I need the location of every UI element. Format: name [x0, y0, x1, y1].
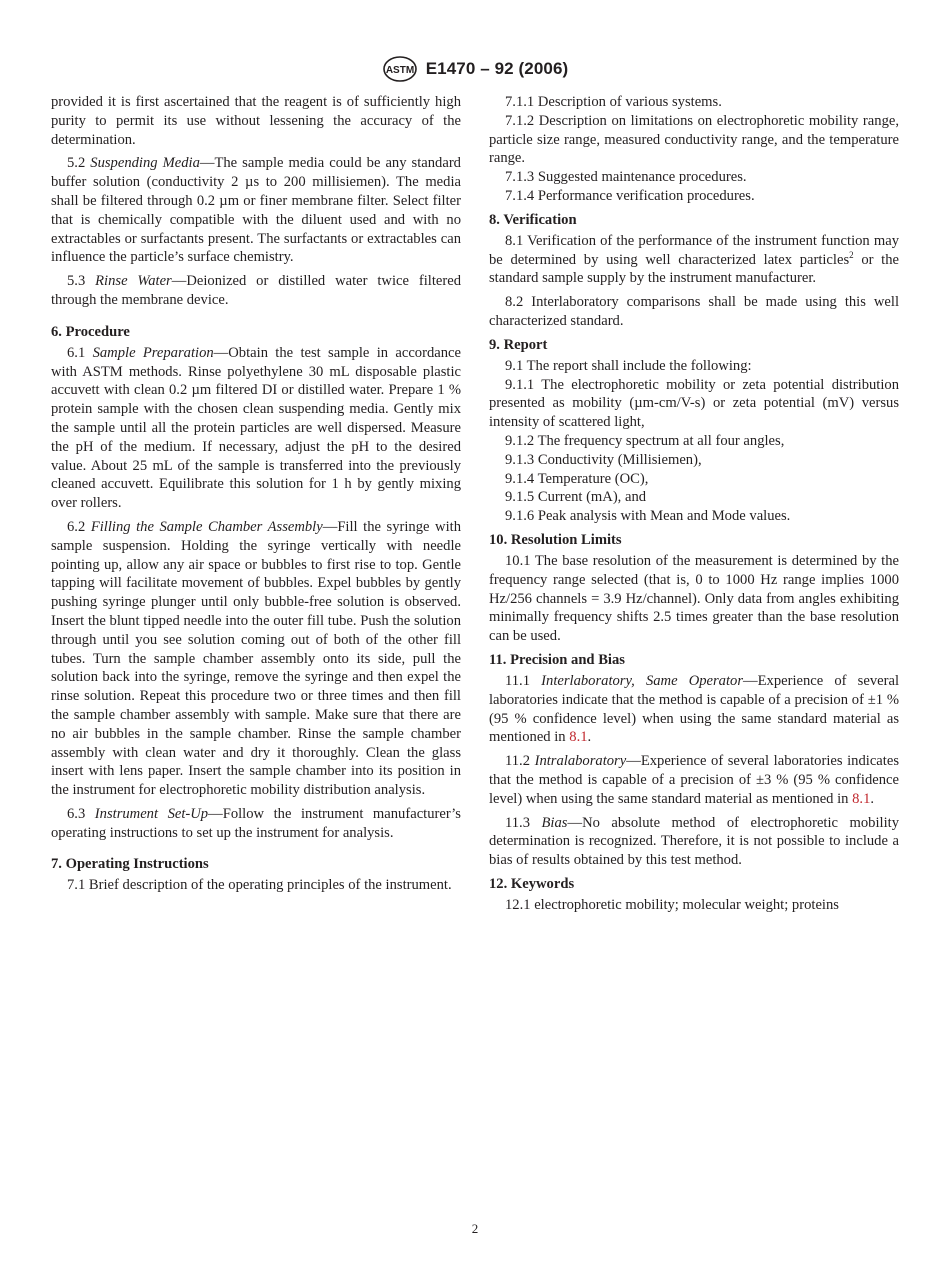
- section-title: Rinse Water: [95, 273, 172, 290]
- left-column: [51, 93, 461, 900]
- section-title: Bias: [541, 814, 568, 831]
- page-number: 2: [471, 1221, 479, 1236]
- paragraph-7-1-4: 7.1.4 Performance verification procedures.: [505, 187, 755, 204]
- section-text: —Experience of several laboratories indicate that the method is capable of a precision of ±1 % (95 % confidence level) when using the same standard material as mentioned in: [489, 672, 900, 746]
- paragraph-6-3: [51, 805, 461, 843]
- paragraph-11-1: [489, 672, 899, 747]
- section-title: Interlaboratory, Same Operator: [541, 672, 744, 689]
- section-title: Filling the Sample Chamber Assembly: [90, 518, 323, 535]
- paragraph-continuation: provided it is first ascertained that the reagent is of sufficiently high purity to permit its use without lessening the accuracy of the determination.: [51, 94, 461, 148]
- paragraph-9-1-1: 9.1.1 The electrophoretic mobility or zeta potential distribution presented as mobility (µm-cm/V-s) or zeta potential (mV) versus intensity of scattered light,: [489, 376, 899, 431]
- section-text: —Fill the syringe with sample suspension. Holding the syringe vertically with needle pointing up, allow any air space or bubbles to first rise to top. Gentle tapping will facilitate movement of bubbles. Expel bubbles by gently pushing syringe plunger until only bubble-free solution is observed. Insert the blunt tipped needle into the outer fill tube. Push the solution through until you see solution coming out of both of the other fill tubes. Turn the sample chamber assembly onto its side, pull the solution back into the syringe, remove the syringe and then expel the rinse solution. Repeat this procedure two or three times and then fill the sample chamber assembly with sample. Make sure that there are no air bubbles in the sample chamber. Rinse the sample chamber assembly with clean water and dry it thoroughly. Clean the glass insert with lens paper. Insert the sample chamber into its position in the instrument for electrophoretic mobility distribution analysis.: [51, 518, 461, 799]
- paragraph-6-1: [51, 344, 461, 513]
- section-text-end: .: [870, 790, 875, 807]
- paragraph-9-1: 9.1 The report shall include the following:: [505, 357, 752, 374]
- paragraph-9-1-2: 9.1.2 The frequency spectrum at all four angles,: [505, 432, 785, 449]
- paragraph-8-1: [489, 232, 899, 288]
- section-number: 11.1: [505, 672, 530, 689]
- section-number: 6.3: [67, 805, 86, 822]
- paragraph-7-1-1: 7.1.1 Description of various systems.: [505, 94, 722, 110]
- section-title: Suspending Media: [90, 155, 200, 172]
- heading-precision-and-bias: 11. Precision and Bias: [489, 651, 625, 668]
- paragraph-5-2: [51, 154, 461, 267]
- heading-procedure: 6. Procedure: [51, 323, 130, 340]
- section-text-end: .: [587, 729, 592, 746]
- right-column: [489, 93, 899, 920]
- page-header: [0, 54, 950, 84]
- cross-reference-link[interactable]: 8.1: [569, 729, 588, 746]
- astm-logo-icon: [382, 55, 418, 83]
- paragraph-6-2: [51, 518, 461, 800]
- document-designation: E1470 – 92 (2006): [425, 59, 569, 78]
- section-number: 5.3: [67, 273, 86, 290]
- paragraph-7-1: 7.1 Brief description of the operating principles of the instrument.: [67, 877, 452, 894]
- paragraph-7-1-2: 7.1.2 Description on limitations on electrophoretic mobility range, particle size range, measured conductivity range, and the temperature range.: [489, 112, 899, 167]
- paragraph-9-1-4: 9.1.4 Temperature (OC),: [505, 470, 649, 487]
- section-text: —The sample media could be any standard buffer solution (conductivity 2 µs to 200 millisiemen). The media shall be filtered through 0.2 µm or finer membrane filter. Select filter that is chemically compatible with the diluent used and with no extractables or surfactants present. The surfactants or extractables can influence the particle’s surface chemistry.: [51, 155, 461, 266]
- section-text: —Deionized or distilled water twice filtered through the membrane device.: [51, 273, 461, 308]
- section-number: 6.1: [67, 344, 86, 361]
- heading-report: 9. Report: [489, 336, 548, 353]
- section-text: —No absolute method of electrophoretic mobility determination is recognized. Therefore, it is not possible to include a bias of results obtained by this test method.: [489, 814, 899, 869]
- footnote-ref: 2: [849, 249, 854, 260]
- logo-text: ASTM: [385, 65, 414, 76]
- section-number: 11.2: [505, 753, 530, 770]
- heading-resolution-limits: 10. Resolution Limits: [489, 531, 622, 548]
- paragraph-9-1-5: 9.1.5 Current (mA), and: [505, 489, 647, 506]
- section-number: 5.2: [67, 155, 86, 172]
- heading-operating-instructions: 7. Operating Instructions: [51, 856, 209, 873]
- paragraph-7-1-3: 7.1.3 Suggested maintenance procedures.: [505, 169, 747, 186]
- section-title: Sample Preparation: [92, 344, 214, 361]
- cross-reference-link[interactable]: 8.1: [852, 790, 871, 807]
- section-text: —Experience of several laboratories indicates that the method is capable of a precision of ±3 % (95 % confidence level) when using the same standard material as mentioned in: [489, 753, 899, 807]
- section-title: Instrument Set-Up: [94, 805, 209, 822]
- section-text: —Obtain the test sample in accordance with ASTM methods. Rinse polyethylene 30 mL disposable plastic accuvett with clean 0.2 µm filtered DI or distilled water. Prepare 1 % protein sample with the chosen clean suspending media. Gently mix the sample until all the protein particles are well dispersed. Measure the pH of the medium. If necessary, adjust the pH to the desired value. About 25 mL of the sample is transferred into the previously cleaned accuvett. Equilibrate this solution for 1 h by gently mixing over rollers.: [51, 344, 461, 512]
- paragraph-9-1-6: 9.1.6 Peak analysis with Mean and Mode values.: [505, 508, 791, 525]
- section-text: —Follow the instrument manufacturer’s operating instructions to set up the instrument for analysis.: [51, 805, 461, 841]
- section-text: 8.1 Verification of the performance of the instrument function may be determined by using well characterized latex particles: [489, 232, 899, 268]
- paragraph-11-2: [489, 752, 899, 808]
- section-number: 6.2: [67, 518, 86, 535]
- section-number: 11.3: [505, 814, 530, 831]
- paragraph-5-3: [51, 272, 461, 310]
- paragraph-10-1: 10.1 The base resolution of the measurement is determined by the frequency range selected (that is, 0 to 1000 Hz range implies 1000 Hz/256 channels = 3.9 Hz/channel). Only data from angles exhibiting minimally frequency shifts 2.5 times greater than the base resolution can be used.: [489, 552, 899, 645]
- paragraph-9-1-3: 9.1.3 Conductivity (Millisiemen),: [505, 451, 702, 468]
- section-text-end: or the standard sample supply by the instrument manufacturer.: [489, 251, 899, 287]
- paragraph-8-2: 8.2 Interlaboratory comparisons shall be made using this well characterized standard.: [489, 294, 899, 329]
- paragraph-12-1: 12.1 electrophoretic mobility; molecular weight; proteins: [505, 896, 839, 913]
- section-title: Intralaboratory: [534, 753, 627, 770]
- paragraph-11-3: [489, 814, 899, 870]
- heading-keywords: 12. Keywords: [489, 875, 575, 892]
- heading-verification: 8. Verification: [489, 211, 577, 228]
